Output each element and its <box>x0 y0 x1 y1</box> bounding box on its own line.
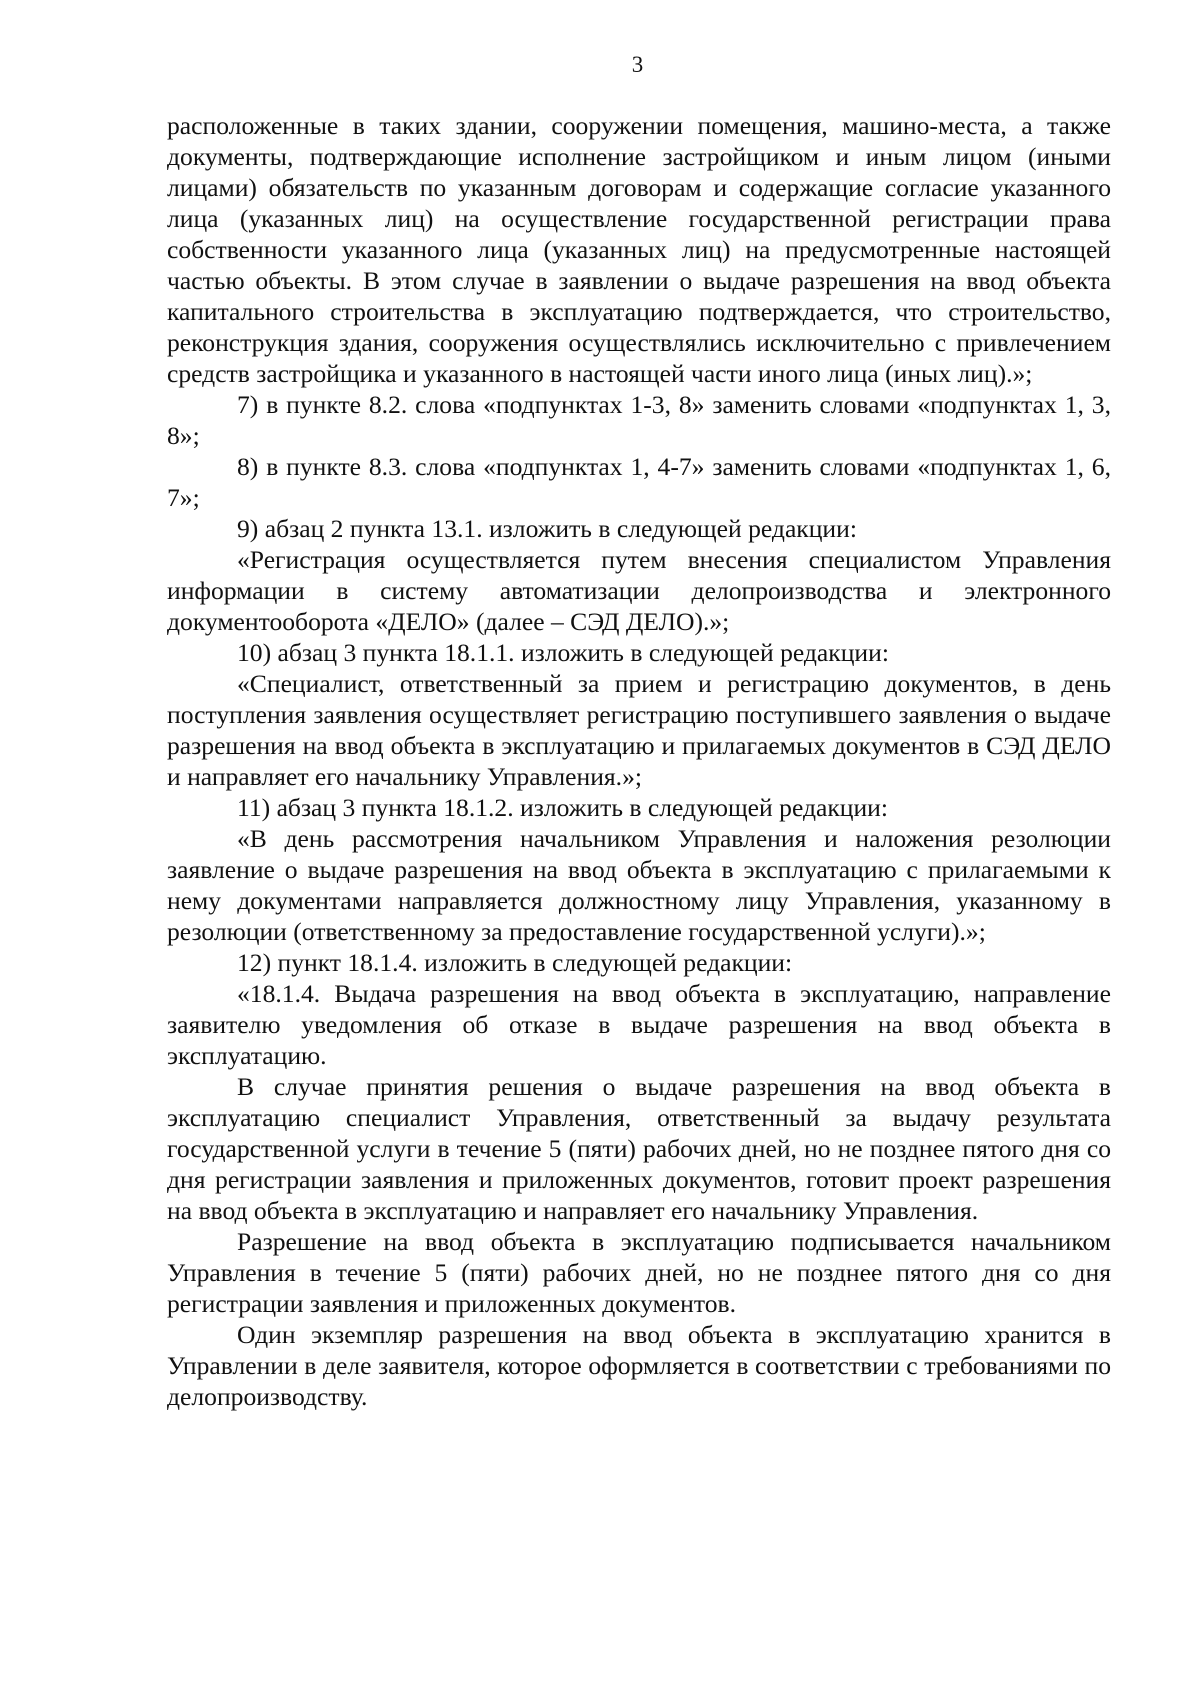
paragraph-1: расположенные в таких здании, сооружении помещения, машино-места, а также документы, подтверждающие исполнение застройщиком и иным лицом (иными лицами) обязательств по указанным договорам и содержащие согласие указанного лица (указанных лиц) на осуществление государственной регистрации права собственности указанного лица (указанных лиц) на предусмотренные настоящей частью объекты. В этом случае в заявлении о выдаче разрешения на ввод объекта капитального строительства в эксплуатацию подтверждается, что строительство, реконструкция здания, сооружения осуществлялись исключительно с привлечением средств застройщика и указанного в настоящей части иного лица (иных лиц).»; <box>167 111 1111 388</box>
paragraph-10: 12) пункт 18.1.4. изложить в следующей редакции: <box>237 948 793 977</box>
paragraph-6: 10) абзац 3 пункта 18.1.1. изложить в следующей редакции: <box>237 638 889 667</box>
paragraph-14: Один экземпляр разрешения на ввод объекта в эксплуатацию хранится в Управлении в деле заявителя, которое оформляется в соответствии с требованиями по делопроизводству. <box>167 1320 1111 1411</box>
paragraph-4: 9) абзац 2 пункта 13.1. изложить в следующей редакции: <box>237 514 857 543</box>
paragraph-13: Разрешение на ввод объекта в эксплуатацию подписывается начальником Управления в течение 5 (пяти) рабочих дней, но не позднее пятого дня со дня регистрации заявления и приложенных документов. <box>167 1227 1111 1318</box>
paragraph-8: 11) абзац 3 пункта 18.1.2. изложить в следующей редакции: <box>237 793 888 822</box>
paragraph-3: 8) в пункте 8.3. слова «подпунктах 1, 4-7» заменить словами «подпунктах 1, 6, 7»; <box>167 452 1111 512</box>
paragraph-5: «Регистрация осуществляется путем внесения специалистом Управления информации в систему автоматизации делопроизводства и электронного документооборота «ДЕЛО» (далее – СЭД ДЕЛО).»; <box>167 545 1111 636</box>
page-number: 3 <box>631 52 644 77</box>
document-body <box>167 110 1111 1412</box>
paragraph-7: «Специалист, ответственный за прием и регистрацию документов, в день поступления заявления осуществляет регистрацию поступившего заявления о выдаче разрешения на ввод объекта в эксплуатацию и прилагаемых документов в СЭД ДЕЛО и направляет его начальнику Управления.»; <box>167 669 1111 791</box>
paragraph-12: В случае принятия решения о выдаче разрешения на ввод объекта в эксплуатацию специалист Управления, ответственный за выдачу результата государственной услуги в течение 5 (пяти) рабочих дней, но не позднее пятого дня со дня регистрации заявления и приложенных документов, готовит проект разрешения на ввод объекта в эксплуатацию и направляет его начальнику Управления. <box>167 1072 1111 1225</box>
paragraph-11: «18.1.4. Выдача разрешения на ввод объекта в эксплуатацию, направление заявителю уведомления об отказе в выдаче разрешения на ввод объекта в эксплуатацию. <box>167 979 1111 1070</box>
paragraph-2: 7) в пункте 8.2. слова «подпунктах 1-3, 8» заменить словами «подпунктах 1, 3, 8»; <box>167 390 1111 450</box>
paragraph-9: «В день рассмотрения начальником Управления и наложения резолюции заявление о выдаче разрешения на ввод объекта в эксплуатацию с прилагаемыми к нему документами направляется должностному лицу Управления, указанному в резолюции (ответственному за предоставление государственной услуги).»; <box>167 824 1111 946</box>
